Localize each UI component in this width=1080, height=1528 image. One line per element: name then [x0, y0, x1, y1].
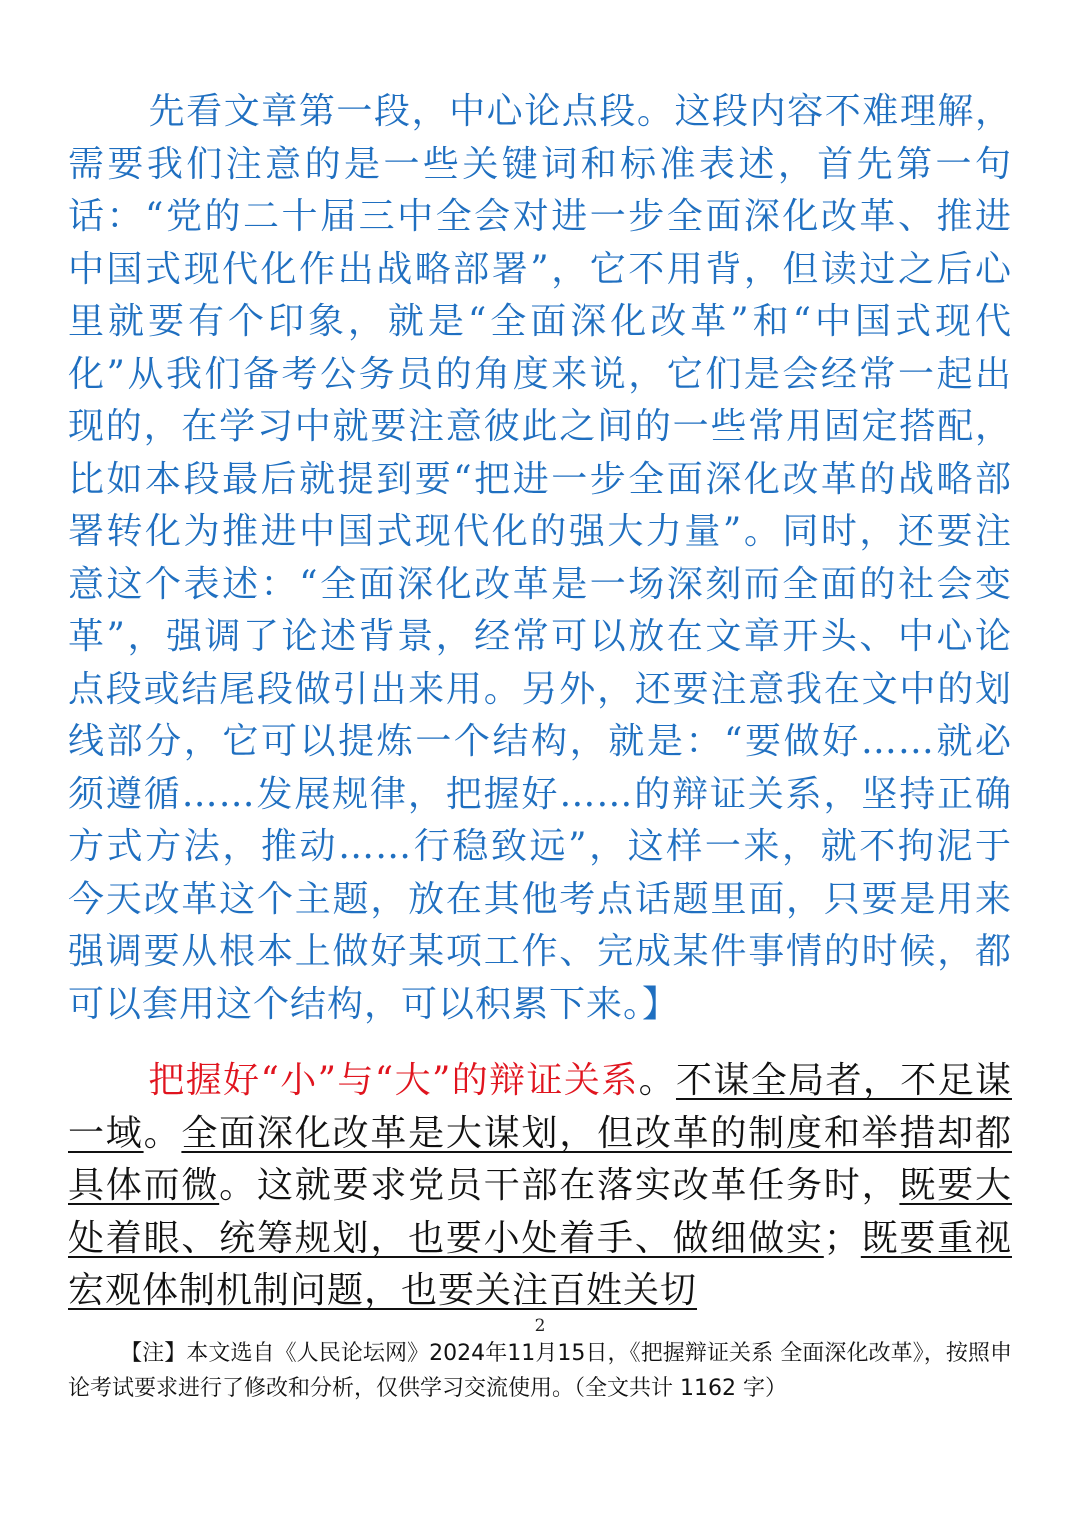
body-text-period-2: 。 [143, 1112, 182, 1154]
page-number: 2 [534, 1316, 546, 1336]
section-heading: 把握好“小”与“大”的辩证关系 [148, 1060, 639, 1101]
underlined-phrase-3: 既要大处着眼、统筹规划，也要小处着手、做细做实 [68, 1165, 1012, 1259]
underlined-phrase-2: 全面深化改革是大谋划，但改革的制度和举措却都具体而微 [68, 1112, 1012, 1206]
analysis-paragraph [68, 86, 1012, 1031]
body-paragraph [68, 1055, 1012, 1318]
underlined-phrase-4: 既要重视宏观体制机制问题，也要关注百姓关切 [68, 1217, 1012, 1311]
body-text-period-1: 。 [638, 1060, 676, 1101]
underlined-phrase-1: 不谋全局者，不足谋一域 [68, 1060, 1012, 1154]
body-text-semicolon: ； [823, 1217, 861, 1259]
footnote [68, 1336, 1012, 1406]
body-text-3: 。这就要求党员干部在落实改革任务时， [219, 1165, 900, 1206]
footnote-text: 【注】本文选自《人民论坛网》2024年11月15日，《把握辩证关系 全面深化改革》，按照申论考试要求进行了修改和分析，仅供学习交流使用。（全文共计 1162 字） [68, 1341, 1012, 1401]
analysis-text: 先看文章第一段，中心论点段。这段内容不难理解，需要我们注意的是一些关键词和标准表述，首先第一句话：“党的二十届三中全会对进一步全面深化改革、推进中国式现代化作出战略部署”，它不用背，但读过之后心里就要有个印象，就是“全面深化改革”和“中国式现代化”从我们备考公务员的角度来说，它们是会经常一起出现的，在学习中就要注意彼此之间的一些常用固定搭配，比如本段最后就提到要“把进一步全面深化改革的战略部署转化为推进中国式现代化的强大力量”。同时，还要注意这个表述：“全面深化改革是一场深刻而全面的社会变革”，强调了论述背景，经常可以放在文章开头、中心论点段或结尾段做引出来用。另外，还要注意我在文中的划线部分，它可以提炼一个结构，就是：“要做好……就必须遵循……发展规律，把握好……的辩证关系，坚持正确方式方法，推动……行稳致远”，这样一来，就不拘泥于今天改革这个主题，放在其他考点话题里面，只要是用来强调要从根本上做好某项工作、完成某件事情的时候，都可以套用这个结构，可以积累下来。】 [68, 91, 1012, 1025]
